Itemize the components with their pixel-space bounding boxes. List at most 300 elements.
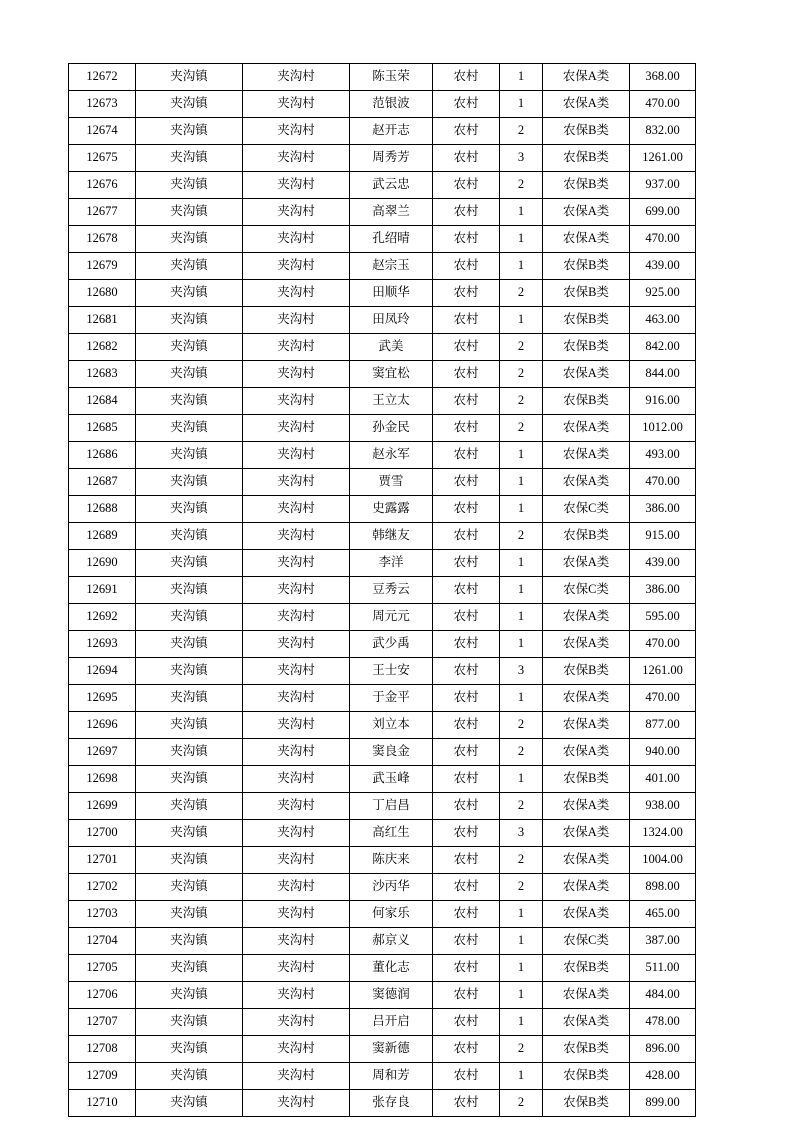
table-row [69, 415, 696, 442]
table-row [69, 253, 696, 280]
table-row [69, 793, 696, 820]
cell-name: 高红生 [350, 820, 433, 847]
cell-town: 夹沟镇 [136, 523, 243, 550]
cell-town: 夹沟镇 [136, 766, 243, 793]
cell-id: 12696 [69, 712, 136, 739]
cell-category: 农保A类 [543, 739, 630, 766]
table-row [69, 442, 696, 469]
cell-category: 农保B类 [543, 172, 630, 199]
cell-name: 田凤玲 [350, 307, 433, 334]
cell-town: 夹沟镇 [136, 1036, 243, 1063]
cell-category: 农保B类 [543, 523, 630, 550]
cell-name: 窦宜松 [350, 361, 433, 388]
cell-village: 夹沟村 [243, 1036, 350, 1063]
cell-id: 12673 [69, 91, 136, 118]
cell-type: 农村 [433, 361, 500, 388]
cell-count: 1 [500, 307, 543, 334]
cell-town: 夹沟镇 [136, 334, 243, 361]
cell-amount: 842.00 [630, 334, 696, 361]
cell-town: 夹沟镇 [136, 496, 243, 523]
cell-count: 1 [500, 550, 543, 577]
cell-count: 1 [500, 469, 543, 496]
cell-name: 窦新德 [350, 1036, 433, 1063]
cell-name: 史露露 [350, 496, 433, 523]
cell-amount: 386.00 [630, 577, 696, 604]
cell-name: 周和芳 [350, 1063, 433, 1090]
cell-id: 12706 [69, 982, 136, 1009]
cell-amount: 439.00 [630, 550, 696, 577]
cell-category: 农保B类 [543, 1036, 630, 1063]
cell-amount: 386.00 [630, 496, 696, 523]
cell-id: 12683 [69, 361, 136, 388]
table-row [69, 577, 696, 604]
table-row [69, 631, 696, 658]
cell-count: 1 [500, 64, 543, 91]
cell-town: 夹沟镇 [136, 1063, 243, 1090]
cell-amount: 940.00 [630, 739, 696, 766]
cell-village: 夹沟村 [243, 91, 350, 118]
cell-type: 农村 [433, 415, 500, 442]
cell-name: 李洋 [350, 550, 433, 577]
cell-category: 农保C类 [543, 577, 630, 604]
cell-category: 农保B类 [543, 766, 630, 793]
cell-name: 陈庆来 [350, 847, 433, 874]
cell-village: 夹沟村 [243, 361, 350, 388]
cell-amount: 844.00 [630, 361, 696, 388]
cell-amount: 493.00 [630, 442, 696, 469]
cell-count: 2 [500, 793, 543, 820]
cell-id: 12688 [69, 496, 136, 523]
table-row [69, 334, 696, 361]
cell-type: 农村 [433, 658, 500, 685]
cell-village: 夹沟村 [243, 145, 350, 172]
cell-id: 12697 [69, 739, 136, 766]
cell-type: 农村 [433, 1090, 500, 1117]
cell-count: 1 [500, 604, 543, 631]
cell-town: 夹沟镇 [136, 982, 243, 1009]
cell-village: 夹沟村 [243, 550, 350, 577]
cell-village: 夹沟村 [243, 631, 350, 658]
cell-type: 农村 [433, 874, 500, 901]
cell-id: 12693 [69, 631, 136, 658]
cell-town: 夹沟镇 [136, 64, 243, 91]
cell-name: 豆秀云 [350, 577, 433, 604]
cell-town: 夹沟镇 [136, 604, 243, 631]
table-row [69, 1009, 696, 1036]
table-row [69, 469, 696, 496]
cell-id: 12679 [69, 253, 136, 280]
cell-type: 农村 [433, 1009, 500, 1036]
cell-count: 2 [500, 172, 543, 199]
cell-name: 吕开启 [350, 1009, 433, 1036]
cell-count: 2 [500, 739, 543, 766]
cell-type: 农村 [433, 712, 500, 739]
cell-category: 农保A类 [543, 982, 630, 1009]
cell-name: 高翠兰 [350, 199, 433, 226]
cell-id: 12682 [69, 334, 136, 361]
cell-type: 农村 [433, 685, 500, 712]
cell-town: 夹沟镇 [136, 442, 243, 469]
cell-amount: 925.00 [630, 280, 696, 307]
cell-town: 夹沟镇 [136, 577, 243, 604]
table-row [69, 604, 696, 631]
cell-village: 夹沟村 [243, 901, 350, 928]
cell-town: 夹沟镇 [136, 847, 243, 874]
cell-type: 农村 [433, 928, 500, 955]
cell-name: 何家乐 [350, 901, 433, 928]
cell-type: 农村 [433, 1063, 500, 1090]
cell-type: 农村 [433, 1036, 500, 1063]
cell-category: 农保A类 [543, 64, 630, 91]
cell-count: 2 [500, 847, 543, 874]
cell-id: 12704 [69, 928, 136, 955]
cell-village: 夹沟村 [243, 280, 350, 307]
cell-count: 2 [500, 1090, 543, 1117]
cell-category: 农保B类 [543, 1090, 630, 1117]
cell-village: 夹沟村 [243, 1090, 350, 1117]
cell-category: 农保A类 [543, 631, 630, 658]
cell-id: 12681 [69, 307, 136, 334]
cell-amount: 1324.00 [630, 820, 696, 847]
cell-category: 农保A类 [543, 550, 630, 577]
cell-category: 农保C类 [543, 928, 630, 955]
cell-type: 农村 [433, 955, 500, 982]
table-row [69, 1036, 696, 1063]
cell-type: 农村 [433, 820, 500, 847]
cell-id: 12695 [69, 685, 136, 712]
cell-id: 12703 [69, 901, 136, 928]
cell-id: 12707 [69, 1009, 136, 1036]
cell-category: 农保B类 [543, 118, 630, 145]
cell-name: 赵永军 [350, 442, 433, 469]
table-row [69, 739, 696, 766]
cell-amount: 916.00 [630, 388, 696, 415]
table-row [69, 145, 696, 172]
cell-category: 农保A类 [543, 793, 630, 820]
cell-village: 夹沟村 [243, 739, 350, 766]
cell-type: 农村 [433, 253, 500, 280]
cell-amount: 387.00 [630, 928, 696, 955]
cell-category: 农保B类 [543, 307, 630, 334]
table-row [69, 712, 696, 739]
cell-village: 夹沟村 [243, 469, 350, 496]
cell-count: 2 [500, 334, 543, 361]
cell-name: 丁启昌 [350, 793, 433, 820]
cell-amount: 1012.00 [630, 415, 696, 442]
cell-type: 农村 [433, 550, 500, 577]
cell-name: 武少禹 [350, 631, 433, 658]
cell-id: 12702 [69, 874, 136, 901]
cell-category: 农保B类 [543, 388, 630, 415]
cell-category: 农保A类 [543, 847, 630, 874]
cell-category: 农保A类 [543, 226, 630, 253]
cell-id: 12708 [69, 1036, 136, 1063]
cell-count: 1 [500, 1063, 543, 1090]
table-row [69, 928, 696, 955]
cell-id: 12698 [69, 766, 136, 793]
cell-village: 夹沟村 [243, 712, 350, 739]
table-row [69, 388, 696, 415]
table-row [69, 172, 696, 199]
cell-count: 1 [500, 955, 543, 982]
table-row [69, 361, 696, 388]
cell-category: 农保A类 [543, 685, 630, 712]
cell-category: 农保B类 [543, 334, 630, 361]
table-row [69, 820, 696, 847]
cell-category: 农保A类 [543, 874, 630, 901]
cell-village: 夹沟村 [243, 658, 350, 685]
cell-town: 夹沟镇 [136, 280, 243, 307]
cell-type: 农村 [433, 307, 500, 334]
cell-town: 夹沟镇 [136, 388, 243, 415]
cell-town: 夹沟镇 [136, 658, 243, 685]
cell-village: 夹沟村 [243, 226, 350, 253]
cell-name: 赵开志 [350, 118, 433, 145]
cell-amount: 368.00 [630, 64, 696, 91]
cell-id: 12691 [69, 577, 136, 604]
cell-village: 夹沟村 [243, 334, 350, 361]
cell-count: 2 [500, 118, 543, 145]
cell-village: 夹沟村 [243, 928, 350, 955]
cell-id: 12676 [69, 172, 136, 199]
cell-amount: 470.00 [630, 631, 696, 658]
cell-count: 1 [500, 631, 543, 658]
cell-name: 武美 [350, 334, 433, 361]
cell-village: 夹沟村 [243, 577, 350, 604]
cell-name: 沙丙华 [350, 874, 433, 901]
cell-type: 农村 [433, 226, 500, 253]
cell-count: 1 [500, 1009, 543, 1036]
cell-amount: 699.00 [630, 199, 696, 226]
cell-id: 12677 [69, 199, 136, 226]
cell-id: 12672 [69, 64, 136, 91]
cell-town: 夹沟镇 [136, 955, 243, 982]
cell-amount: 898.00 [630, 874, 696, 901]
cell-name: 孙金民 [350, 415, 433, 442]
cell-type: 农村 [433, 739, 500, 766]
cell-id: 12687 [69, 469, 136, 496]
cell-amount: 877.00 [630, 712, 696, 739]
cell-town: 夹沟镇 [136, 226, 243, 253]
cell-category: 农保B类 [543, 145, 630, 172]
cell-id: 12694 [69, 658, 136, 685]
cell-village: 夹沟村 [243, 1063, 350, 1090]
cell-amount: 401.00 [630, 766, 696, 793]
cell-amount: 439.00 [630, 253, 696, 280]
table-row [69, 64, 696, 91]
cell-name: 范银波 [350, 91, 433, 118]
cell-type: 农村 [433, 631, 500, 658]
cell-amount: 899.00 [630, 1090, 696, 1117]
cell-category: 农保A类 [543, 199, 630, 226]
cell-category: 农保A类 [543, 1009, 630, 1036]
cell-category: 农保A类 [543, 442, 630, 469]
cell-amount: 470.00 [630, 91, 696, 118]
cell-id: 12686 [69, 442, 136, 469]
cell-count: 1 [500, 442, 543, 469]
table-row [69, 955, 696, 982]
cell-name: 赵宗玉 [350, 253, 433, 280]
cell-id: 12701 [69, 847, 136, 874]
cell-name: 于金平 [350, 685, 433, 712]
cell-category: 农保A类 [543, 361, 630, 388]
cell-name: 武玉峰 [350, 766, 433, 793]
cell-town: 夹沟镇 [136, 91, 243, 118]
cell-amount: 1004.00 [630, 847, 696, 874]
cell-category: 农保A类 [543, 415, 630, 442]
cell-amount: 915.00 [630, 523, 696, 550]
cell-count: 3 [500, 658, 543, 685]
table-row [69, 874, 696, 901]
cell-village: 夹沟村 [243, 64, 350, 91]
cell-name: 刘立本 [350, 712, 433, 739]
cell-town: 夹沟镇 [136, 1009, 243, 1036]
cell-id: 12690 [69, 550, 136, 577]
cell-village: 夹沟村 [243, 847, 350, 874]
cell-count: 1 [500, 226, 543, 253]
table-row [69, 685, 696, 712]
cell-village: 夹沟村 [243, 199, 350, 226]
cell-village: 夹沟村 [243, 793, 350, 820]
cell-count: 2 [500, 361, 543, 388]
cell-id: 12689 [69, 523, 136, 550]
cell-count: 1 [500, 928, 543, 955]
cell-village: 夹沟村 [243, 604, 350, 631]
cell-id: 12709 [69, 1063, 136, 1090]
cell-village: 夹沟村 [243, 766, 350, 793]
cell-name: 王士安 [350, 658, 433, 685]
cell-count: 3 [500, 820, 543, 847]
cell-count: 3 [500, 145, 543, 172]
cell-count: 1 [500, 496, 543, 523]
cell-type: 农村 [433, 145, 500, 172]
cell-count: 2 [500, 1036, 543, 1063]
cell-village: 夹沟村 [243, 982, 350, 1009]
cell-town: 夹沟镇 [136, 253, 243, 280]
table-row [69, 847, 696, 874]
cell-town: 夹沟镇 [136, 307, 243, 334]
cell-amount: 511.00 [630, 955, 696, 982]
cell-type: 农村 [433, 334, 500, 361]
cell-category: 农保A类 [543, 820, 630, 847]
cell-count: 1 [500, 901, 543, 928]
cell-count: 2 [500, 712, 543, 739]
cell-name: 陈玉荣 [350, 64, 433, 91]
cell-village: 夹沟村 [243, 442, 350, 469]
cell-village: 夹沟村 [243, 496, 350, 523]
cell-town: 夹沟镇 [136, 1090, 243, 1117]
cell-id: 12699 [69, 793, 136, 820]
cell-count: 1 [500, 91, 543, 118]
cell-category: 农保A类 [543, 604, 630, 631]
cell-village: 夹沟村 [243, 1009, 350, 1036]
cell-category: 农保B类 [543, 955, 630, 982]
cell-category: 农保A类 [543, 901, 630, 928]
table-row [69, 658, 696, 685]
cell-village: 夹沟村 [243, 874, 350, 901]
cell-category: 农保B类 [543, 658, 630, 685]
cell-id: 12705 [69, 955, 136, 982]
cell-type: 农村 [433, 982, 500, 1009]
table-row [69, 1063, 696, 1090]
cell-type: 农村 [433, 64, 500, 91]
cell-town: 夹沟镇 [136, 415, 243, 442]
table-row [69, 523, 696, 550]
cell-amount: 595.00 [630, 604, 696, 631]
cell-amount: 470.00 [630, 226, 696, 253]
cell-count: 1 [500, 253, 543, 280]
cell-amount: 937.00 [630, 172, 696, 199]
cell-town: 夹沟镇 [136, 199, 243, 226]
cell-name: 田顺华 [350, 280, 433, 307]
cell-count: 1 [500, 982, 543, 1009]
cell-category: 农保B类 [543, 1063, 630, 1090]
cell-name: 张存良 [350, 1090, 433, 1117]
cell-village: 夹沟村 [243, 523, 350, 550]
cell-town: 夹沟镇 [136, 901, 243, 928]
cell-type: 农村 [433, 496, 500, 523]
table-row [69, 118, 696, 145]
cell-id: 12674 [69, 118, 136, 145]
cell-count: 1 [500, 766, 543, 793]
cell-count: 2 [500, 280, 543, 307]
cell-count: 1 [500, 199, 543, 226]
table-row [69, 766, 696, 793]
cell-id: 12710 [69, 1090, 136, 1117]
cell-count: 1 [500, 577, 543, 604]
cell-amount: 463.00 [630, 307, 696, 334]
cell-category: 农保B类 [543, 253, 630, 280]
cell-amount: 465.00 [630, 901, 696, 928]
cell-type: 农村 [433, 847, 500, 874]
cell-id: 12680 [69, 280, 136, 307]
cell-village: 夹沟村 [243, 820, 350, 847]
cell-type: 农村 [433, 91, 500, 118]
table-row [69, 91, 696, 118]
table-row [69, 1090, 696, 1117]
cell-amount: 896.00 [630, 1036, 696, 1063]
cell-type: 农村 [433, 442, 500, 469]
cell-type: 农村 [433, 118, 500, 145]
cell-village: 夹沟村 [243, 685, 350, 712]
cell-type: 农村 [433, 199, 500, 226]
cell-town: 夹沟镇 [136, 685, 243, 712]
cell-name: 韩继友 [350, 523, 433, 550]
cell-type: 农村 [433, 901, 500, 928]
cell-name: 武云忠 [350, 172, 433, 199]
table-row [69, 307, 696, 334]
cell-town: 夹沟镇 [136, 118, 243, 145]
cell-id: 12675 [69, 145, 136, 172]
cell-village: 夹沟村 [243, 118, 350, 145]
cell-type: 农村 [433, 793, 500, 820]
cell-amount: 470.00 [630, 685, 696, 712]
cell-town: 夹沟镇 [136, 928, 243, 955]
cell-amount: 1261.00 [630, 145, 696, 172]
cell-town: 夹沟镇 [136, 550, 243, 577]
cell-category: 农保A类 [543, 469, 630, 496]
cell-id: 12684 [69, 388, 136, 415]
cell-amount: 1261.00 [630, 658, 696, 685]
cell-town: 夹沟镇 [136, 820, 243, 847]
table-row [69, 199, 696, 226]
table-row [69, 550, 696, 577]
cell-town: 夹沟镇 [136, 874, 243, 901]
cell-type: 农村 [433, 577, 500, 604]
cell-village: 夹沟村 [243, 307, 350, 334]
cell-category: 农保B类 [543, 280, 630, 307]
cell-type: 农村 [433, 280, 500, 307]
